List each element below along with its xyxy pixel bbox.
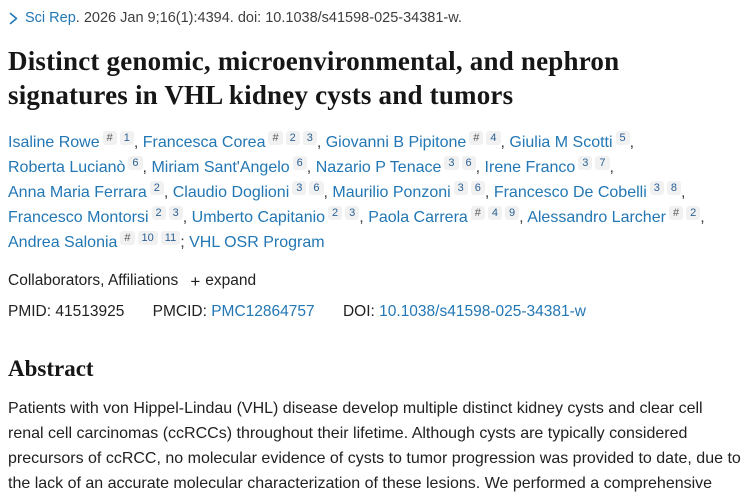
author-link[interactable]: Alessandro Larcher: [527, 209, 666, 226]
abstract-text: Patients with von Hippel-Lindau (VHL) disease develop multiple distinct kidney cysts and clear cell renal cell carcinomas (ccRCCs) throughout their lifetime. Although cysts are typically considered precursors of ccRCC, no molecular evidence of cysts to tumor progression was provided to date, due to the lack of an accurate molecular characterization of these lesions. We performed a comprehensive: [8, 400, 741, 492]
affiliation-superscript[interactable]: 10: [138, 231, 158, 245]
author-link[interactable]: Claudio Doglioni: [172, 184, 290, 201]
author-separator: ,: [475, 159, 485, 176]
author-group: [332, 184, 485, 201]
author-link[interactable]: Giulia M Scotti: [509, 134, 613, 151]
affiliation-superscript[interactable]: 9: [505, 206, 519, 220]
author-separator: ,: [163, 184, 173, 201]
pmcid-link[interactable]: PMC12864757: [211, 303, 315, 320]
author-link[interactable]: Miriam Sant'Angelo: [151, 159, 290, 176]
author-group: [143, 134, 317, 151]
author-group: [8, 159, 143, 176]
affiliation-superscript[interactable]: 6: [471, 181, 485, 195]
affiliation-superscript[interactable]: 2: [286, 131, 300, 145]
doi-link[interactable]: 10.1038/s41598-025-34381-w: [379, 303, 586, 320]
expand-button[interactable]: [190, 272, 256, 290]
author-separator: ,: [484, 184, 494, 201]
author-separator: ,: [609, 159, 614, 176]
affiliation-superscript[interactable]: 6: [293, 156, 307, 170]
identifiers: [8, 303, 742, 321]
equal-contribution-marker: #: [103, 131, 117, 145]
affiliation-superscript[interactable]: 2: [150, 181, 164, 195]
affiliation-superscript[interactable]: 3: [345, 206, 359, 220]
citation-text: . 2026 Jan 9;16(1):4394. doi: 10.1038/s41598-025-34381-w.: [75, 10, 462, 26]
author-group: [509, 134, 629, 151]
author-link[interactable]: Giovanni B Pipitone: [325, 134, 467, 151]
author-group: [368, 209, 519, 226]
journal-citation: [8, 10, 742, 26]
author-link[interactable]: Francesca Corea: [142, 134, 266, 151]
citation-line: [25, 10, 462, 26]
author-group: [527, 209, 700, 226]
author-group: [316, 159, 476, 176]
author-group: [8, 209, 183, 226]
pmcid-label: PMCID:: [152, 303, 207, 320]
affiliation-superscript[interactable]: 3: [303, 131, 317, 145]
author-separator: ,: [500, 134, 510, 151]
author-separator: ,: [306, 159, 316, 176]
author-separator: ,: [700, 209, 705, 226]
affiliation-superscript[interactable]: 3: [169, 206, 183, 220]
affiliation-superscript[interactable]: 11: [161, 231, 180, 245]
author-separator: ,: [316, 134, 326, 151]
affiliation-superscript[interactable]: 2: [152, 206, 166, 220]
author-link[interactable]: Roberta Lucianò: [8, 159, 126, 176]
author-link[interactable]: Francesco De Cobelli: [493, 184, 647, 201]
affiliation-superscript[interactable]: 6: [309, 181, 323, 195]
plus-icon: +: [190, 271, 201, 291]
pmcid-group: [153, 303, 315, 320]
affiliation-superscript[interactable]: 2: [686, 206, 700, 220]
author-separator: ,: [681, 184, 686, 201]
affiliation-superscript[interactable]: 4: [486, 131, 500, 145]
author-separator: ,: [182, 209, 192, 226]
author-group: [151, 159, 306, 176]
abstract-heading: Abstract: [8, 356, 94, 381]
affiliation-superscript[interactable]: 3: [454, 181, 468, 195]
author-link[interactable]: Paola Carrera: [368, 209, 468, 226]
author-separator: ,: [629, 134, 635, 151]
author-separator: ,: [133, 134, 143, 151]
author-group: [8, 184, 164, 201]
article-title: Distinct genomic, microenvironmental, and nephron signatures in VHL kidney cysts and tumors: [8, 46, 620, 110]
journal-link[interactable]: Sci Rep: [25, 10, 76, 26]
equal-contribution-marker: #: [471, 206, 485, 220]
affiliation-superscript[interactable]: 1: [120, 131, 134, 145]
affiliation-superscript[interactable]: 8: [667, 181, 681, 195]
collaboration-group-link[interactable]: VHL OSR Program: [189, 234, 325, 251]
pmid-value: 41513925: [55, 303, 125, 320]
affiliation-superscript[interactable]: 3: [578, 156, 592, 170]
collaborators-row: [8, 272, 742, 290]
author-group: [173, 184, 324, 201]
author-link[interactable]: Nazario P Tenace: [315, 159, 442, 176]
author-link[interactable]: Isaline Rowe: [8, 134, 100, 151]
author-group: [485, 159, 610, 176]
expand-label: expand: [205, 272, 257, 289]
affiliation-superscript[interactable]: 2: [328, 206, 342, 220]
author-separator: ,: [519, 209, 528, 226]
author-link[interactable]: Maurilio Ponzoni: [332, 184, 451, 201]
author-separator: ,: [323, 184, 333, 201]
author-group: [192, 209, 360, 226]
affiliation-superscript[interactable]: 7: [595, 156, 609, 170]
affiliation-superscript[interactable]: 5: [616, 131, 630, 145]
author-group: [8, 234, 180, 251]
author-group: [8, 134, 134, 151]
affiliation-superscript[interactable]: 6: [462, 156, 476, 170]
author-link[interactable]: Anna Maria Ferrara: [8, 184, 147, 201]
author-separator: ;: [180, 234, 190, 251]
pmid-label: PMID:: [8, 303, 52, 320]
author-separator: ,: [142, 159, 152, 176]
author-link[interactable]: Umberto Capitanio: [191, 209, 326, 226]
equal-contribution-marker: #: [120, 231, 134, 245]
equal-contribution-marker: #: [268, 131, 282, 145]
affiliation-superscript[interactable]: 6: [128, 156, 142, 170]
author-link[interactable]: Francesco Montorsi: [8, 209, 149, 226]
affiliation-superscript[interactable]: 4: [488, 206, 502, 220]
author-link[interactable]: Andrea Salonia: [8, 234, 118, 251]
author-list: [8, 130, 742, 255]
affiliation-superscript[interactable]: 3: [650, 181, 664, 195]
author-group: [326, 134, 501, 151]
author-separator: ,: [359, 209, 369, 226]
equal-contribution-marker: #: [469, 131, 483, 145]
doi-label: DOI:: [342, 303, 375, 320]
chevron-right-icon[interactable]: [8, 12, 19, 25]
pmid-group: [8, 303, 124, 320]
affiliation-superscript[interactable]: 3: [292, 181, 306, 195]
equal-contribution-marker: #: [669, 206, 683, 220]
affiliation-superscript[interactable]: 3: [444, 156, 458, 170]
doi-group: [343, 303, 586, 320]
collaborators-label[interactable]: Collaborators, Affiliations: [8, 272, 179, 289]
author-link[interactable]: Irene Franco: [484, 159, 576, 176]
author-group: [494, 184, 681, 201]
